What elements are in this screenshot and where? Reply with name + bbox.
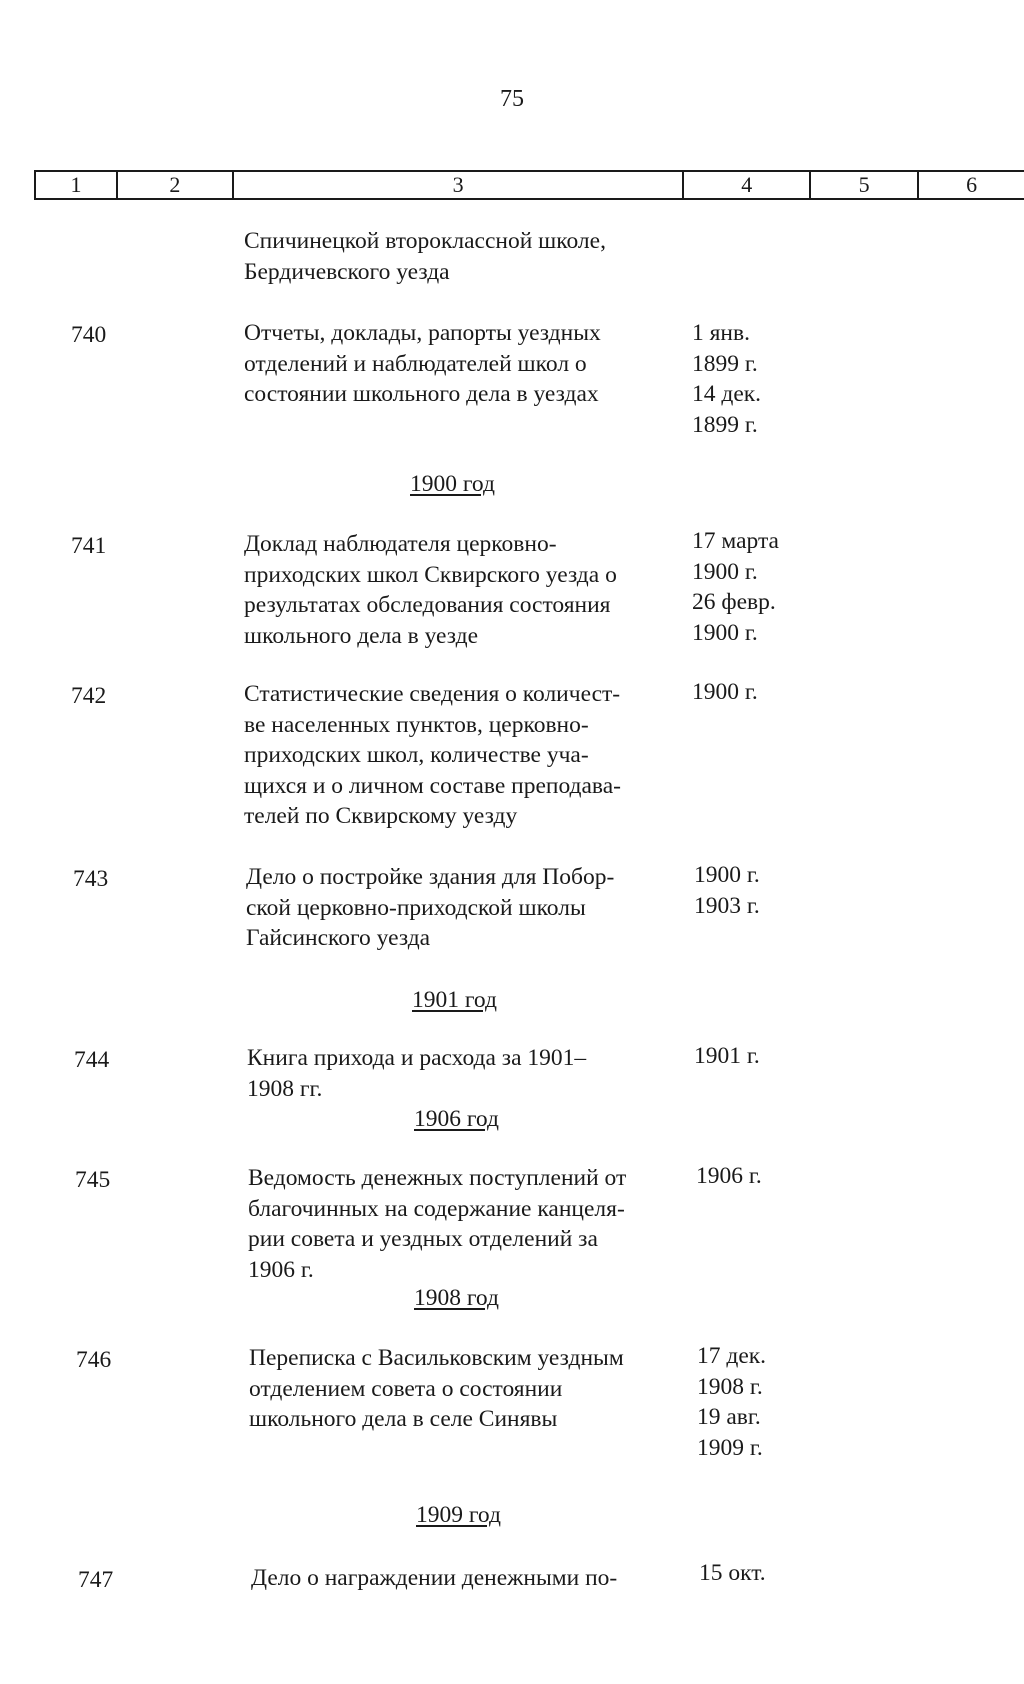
date-line: 1903 г. (694, 892, 760, 919)
entry-dates (692, 526, 779, 648)
date-line: 17 дек. (697, 1343, 767, 1369)
date-line: 1900 г. (692, 679, 758, 705)
text-line: школьного дела в уезде (244, 622, 479, 649)
entry-title (244, 529, 617, 651)
text-line: Спичинецкой второклассной школе, (244, 228, 606, 254)
column-header-1: 1 (36, 172, 118, 198)
entry-dates (694, 1041, 760, 1072)
text-line: Отчеты, доклады, рапорты уездных (244, 320, 601, 346)
entry-number: 744 (74, 1047, 110, 1073)
date-line: 1900 г. (692, 619, 758, 646)
text-line: Гайсинского уезда (246, 925, 431, 951)
date-line: 1900 г. (694, 862, 760, 888)
year-heading: 1909 год (416, 1502, 501, 1528)
column-header-5: 5 (811, 172, 919, 198)
date-line: 1899 г. (692, 350, 758, 377)
entry-dates (694, 860, 760, 921)
page-number: 75 (500, 86, 524, 112)
text-line: школьного дела в селе Синявы (249, 1406, 558, 1432)
entry-number: 745 (75, 1167, 111, 1193)
entry-dates (692, 677, 758, 708)
entry-title (249, 1343, 624, 1435)
text-line: щихся и о личном составе преподава- (244, 772, 621, 799)
date-line: 1901 г. (694, 1043, 760, 1069)
date-line: 1908 г. (697, 1373, 763, 1400)
entry-title (244, 318, 601, 410)
date-line: 14 дек. (692, 381, 762, 407)
date-line: 26 февр. (692, 589, 776, 615)
entry-number: 747 (78, 1567, 114, 1593)
text-line: Дело о постройке здания для Побор- (246, 864, 615, 890)
text-line: Бердичевского уезда (244, 258, 450, 285)
text-line: Книга прихода и расхода за 1901– (247, 1045, 587, 1071)
entry-number: 743 (73, 866, 109, 892)
text-line: ской церковно-приходской школы (246, 894, 586, 921)
entry-number: 741 (71, 533, 107, 559)
date-line: 1900 г. (692, 558, 758, 585)
column-header-3: 3 (234, 172, 685, 198)
text-line: Доклад наблюдателя церковно- (244, 531, 557, 557)
text-line: рии совета и уездных отделений за (248, 1226, 598, 1252)
date-line: 1 янв. (692, 320, 750, 346)
text-line: Статистические сведения о количест- (244, 681, 621, 707)
year-heading: 1901 год (412, 987, 497, 1013)
entry-dates (692, 318, 761, 440)
text-line: Дело о награждении денежными по- (251, 1565, 618, 1591)
date-line: 15 окт. (699, 1560, 766, 1586)
text-line: отделением совета о состоянии (249, 1375, 563, 1402)
date-line: 17 марта (692, 528, 779, 554)
entry-title (248, 1163, 626, 1285)
date-line: 19 авг. (697, 1404, 761, 1430)
text-line: 1908 гг. (247, 1075, 323, 1102)
entry-number: 746 (76, 1347, 112, 1373)
entry-number: 740 (71, 322, 107, 348)
date-line: 1909 г. (697, 1434, 763, 1461)
text-line: отделений и наблюдателей школ о (244, 350, 587, 377)
text-line: приходских школ Сквирского уезда о (244, 561, 617, 588)
column-header-row (34, 170, 1024, 200)
text-line: ве населенных пунктов, церковно- (244, 711, 589, 738)
entry-dates (696, 1161, 762, 1192)
text-line: результатах обследования состояния (244, 592, 611, 618)
column-header-2: 2 (118, 172, 234, 198)
text-line: телей по Сквирскому уезду (244, 803, 518, 829)
text-line: приходских школ, количестве уча- (244, 742, 589, 768)
date-line: 1906 г. (696, 1163, 762, 1189)
entry-title (251, 1563, 617, 1594)
date-line: 1899 г. (692, 411, 758, 438)
entry-title (246, 862, 614, 954)
entry-title (244, 679, 621, 832)
text-line: Ведомость денежных поступлений от (248, 1165, 627, 1191)
text-line: 1906 г. (248, 1256, 314, 1283)
text-line: Переписка с Васильковским уездным (249, 1345, 624, 1371)
continuation-text (244, 226, 606, 287)
entry-dates (699, 1558, 766, 1589)
entry-number: 742 (71, 683, 107, 709)
entry-title (247, 1043, 586, 1104)
column-header-6: 6 (966, 172, 978, 197)
text-line: состоянии школьного дела в уездах (244, 381, 599, 407)
column-header-4: 4 (684, 172, 811, 198)
text-line: благочинных на содержание канцеля- (248, 1195, 625, 1222)
entry-dates (697, 1341, 766, 1463)
year-heading: 1906 год (414, 1106, 499, 1132)
year-heading: 1900 год (410, 471, 495, 497)
year-heading: 1908 год (414, 1285, 499, 1311)
